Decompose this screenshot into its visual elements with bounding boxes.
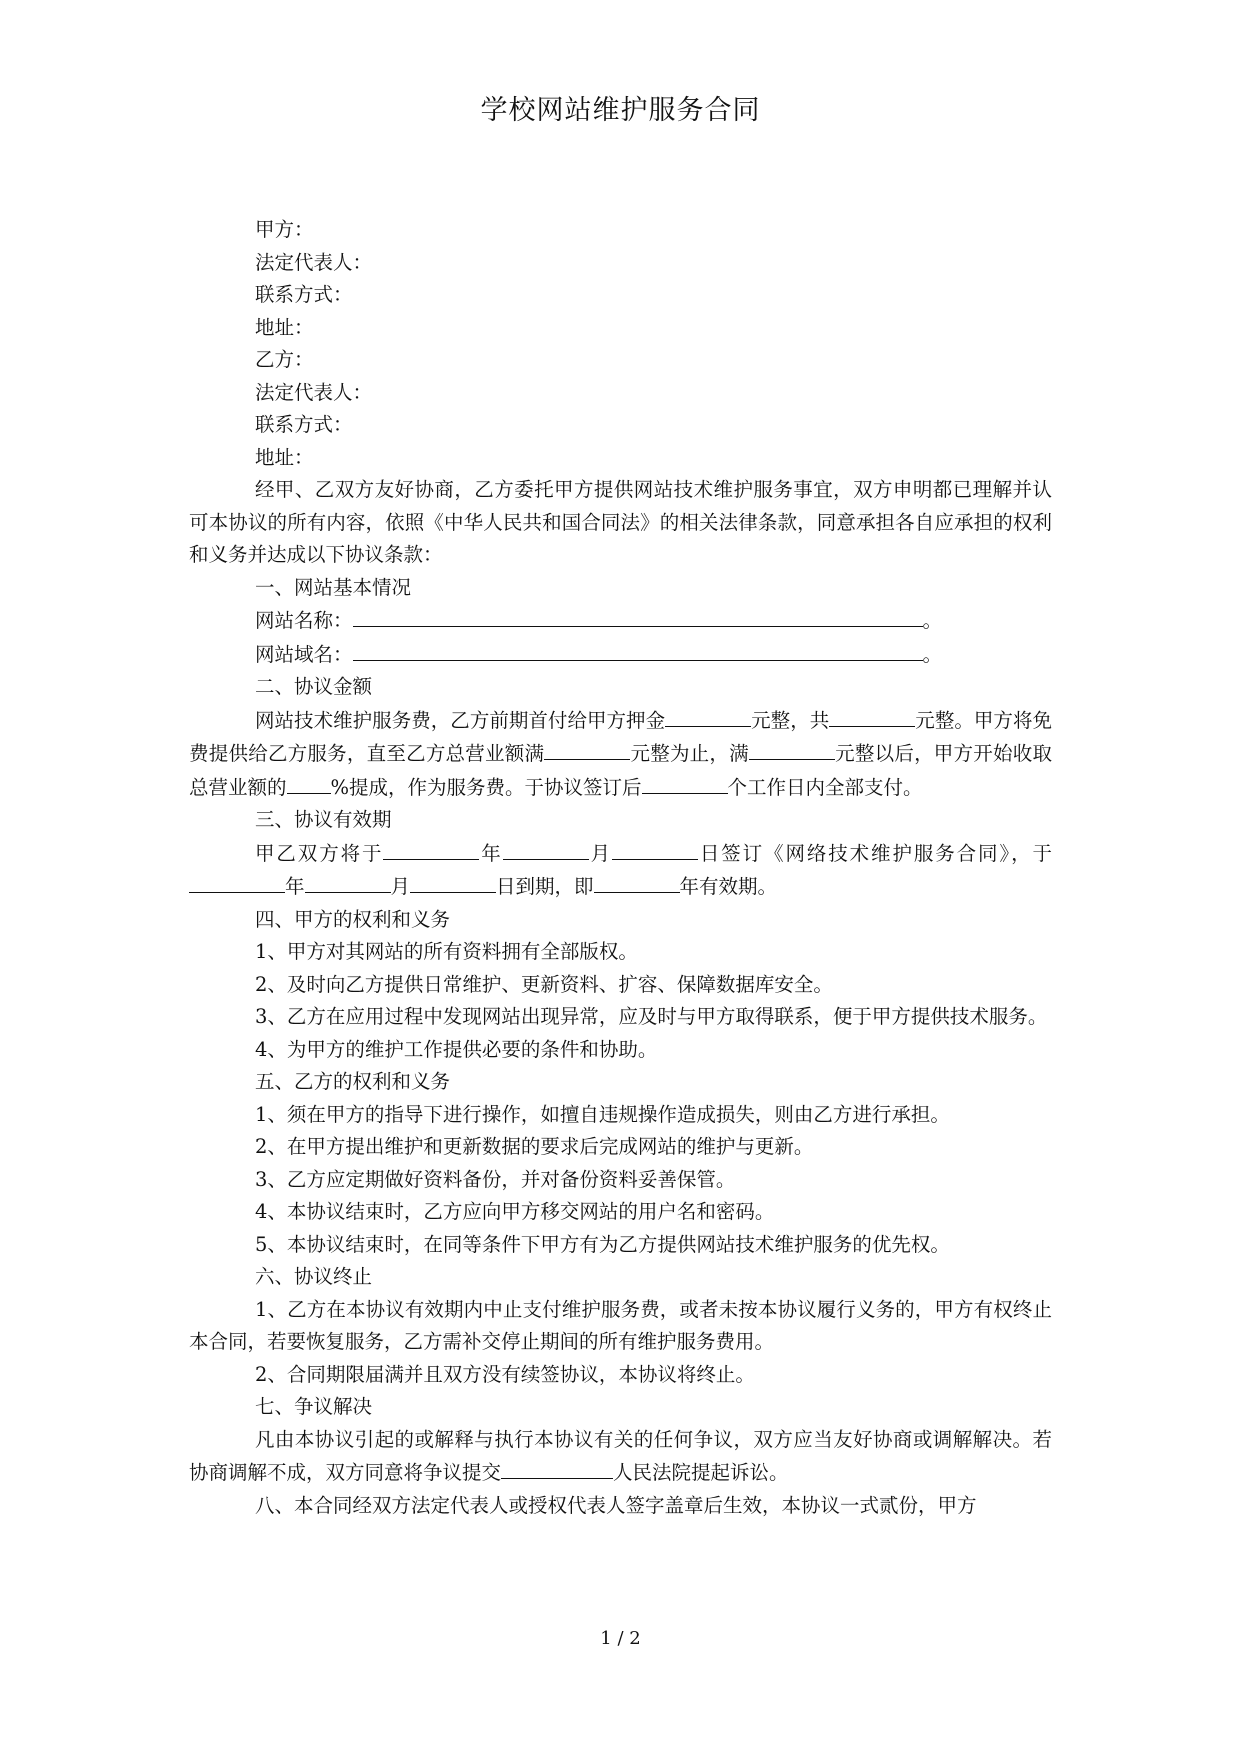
validity-text-3: 日到期，即 <box>496 875 594 898</box>
end-day-blank <box>410 870 496 893</box>
party-b-rep-label: 法定代表人： <box>255 380 373 404</box>
dispute-text-1: 凡由本协议引起的或解释与执行本协议有关的任何争议，双方应当友好协商或调解解决。若协商调解不成，双方同意将争议提交 <box>189 1427 1052 1484</box>
site-domain-blank <box>353 638 923 661</box>
list-item: 1、乙方在本协议有效期内中止支付维护服务费，或者未按本协议履行义务的，甲方有权终止本合同，若要恢复服务，乙方需补交停止期间的所有维护服务费用。 <box>189 1297 1052 1353</box>
section-8-paragraph: 八、本合同经双方法定代表人或授权代表人签字盖章后生效，本协议一式贰份，甲方 <box>255 1493 977 1517</box>
end-year-blank <box>189 870 285 893</box>
party-a-rep-label: 法定代表人： <box>255 250 373 274</box>
list-item: 3、乙方应定期做好资料备份，并对备份资料妥善保管。 <box>255 1167 736 1191</box>
list-item: 2、合同期限届满并且双方没有续签协议，本协议将终止。 <box>255 1362 755 1386</box>
list-item: 4、本协议结束时，乙方应向甲方移交网站的用户名和密码。 <box>255 1200 775 1223</box>
start-year-blank <box>383 837 479 860</box>
fee-text-4: 元整为止，满 <box>630 742 749 765</box>
party-a-label: 甲方： <box>255 218 314 241</box>
end-month-word: 月 <box>390 875 411 898</box>
start-month-blank <box>503 837 589 860</box>
total-blank <box>829 704 915 727</box>
court-blank <box>501 1456 613 1479</box>
list-item: 5、本协议结束时，在同等条件下甲方有为乙方提供网站技术维护服务的优先权。 <box>255 1232 950 1256</box>
section-7-heading: 七、争议解决 <box>255 1395 373 1418</box>
workdays-blank <box>642 771 728 794</box>
section-1-heading: 一、网站基本情况 <box>255 575 412 599</box>
fee-text-7: 个工作日内全部支付。 <box>727 775 923 799</box>
list-item: 1、甲方对其网站的所有资料拥有全部版权。 <box>255 940 638 963</box>
party-b-address-label: 地址： <box>255 445 314 469</box>
site-domain-label: 网站域名： <box>255 642 353 666</box>
start-day-blank <box>612 837 698 860</box>
list-item: 2、在甲方提出维护和更新数据的要求后完成网站的维护与更新。 <box>255 1135 814 1158</box>
section-4-heading: 四、甲方的权利和义务 <box>255 907 451 931</box>
deposit-blank <box>665 704 751 727</box>
validity-years-blank <box>594 870 680 893</box>
list-item: 3、乙方在应用过程中发现网站出现异常，应及时与甲方取得联系，便于甲方提供技术服务。 <box>255 1005 1048 1028</box>
list-item: 1、须在甲方的指导下进行操作，如擅自违规操作造成损失，则由乙方进行承担。 <box>255 1102 950 1126</box>
site-name-blank <box>353 604 923 627</box>
section-5-heading: 五、乙方的权利和义务 <box>255 1070 451 1093</box>
validity-text-2: 日签订《网络技术维护服务合同》，于 <box>697 841 1052 865</box>
fee-paragraph <box>189 704 1052 805</box>
start-month-word: 月 <box>588 841 612 865</box>
site-name-end: 。 <box>922 609 943 632</box>
fee-text-1: 网站技术维护服务费，乙方前期首付给甲方押金 <box>255 708 666 732</box>
end-month-blank <box>305 870 391 893</box>
start-year-word: 年 <box>479 841 503 865</box>
site-name-label: 网站名称： <box>255 609 353 632</box>
fee-text-6: %提成，作为服务费。于协议签订后 <box>330 775 642 799</box>
fee-text-2: 元整，共 <box>751 708 830 732</box>
dispute-paragraph <box>189 1424 1052 1490</box>
contract-body <box>189 214 1052 1522</box>
intro-paragraph: 经甲、乙双方友好协商，乙方委托甲方提供网站技术维护服务事宜，双方申明都已理解并认可本协议的所有内容，依照《中华人民共和国合同法》的相关法律条款，同意承担各自应承担的权利和义务并达成以下协议条款： <box>189 478 1052 566</box>
site-domain-line <box>189 638 1052 672</box>
party-a-contact-label: 联系方式： <box>255 283 353 306</box>
page-number: 1 / 2 <box>600 1628 641 1649</box>
party-b-label: 乙方： <box>255 348 314 371</box>
validity-text-1: 甲乙双方将于 <box>255 841 384 865</box>
site-name-line <box>189 604 1052 638</box>
party-b-contact-label: 联系方式： <box>255 413 353 436</box>
section-6-heading: 六、协议终止 <box>255 1265 373 1288</box>
section-2-heading: 二、协议金额 <box>255 675 373 698</box>
site-domain-end: 。 <box>922 642 943 666</box>
fee-text-3: 元整。甲方将免费提供给乙方服务，直至乙方总营业额满 <box>189 708 1052 765</box>
validity-paragraph <box>189 837 1052 904</box>
validity-text-4: 年有效期。 <box>679 875 778 898</box>
list-item: 4、为甲方的维护工作提供必要的条件和协助。 <box>255 1037 658 1061</box>
party-a-address-label: 地址： <box>255 315 314 339</box>
fee-text-5: 元整以后，甲方开始收取总营业额的 <box>189 742 1052 799</box>
percent-blank <box>287 771 331 794</box>
revenue-threshold-blank <box>544 737 630 760</box>
section-3-heading: 三、协议有效期 <box>255 808 392 831</box>
document-title: 学校网站维护服务合同 <box>480 95 761 126</box>
end-year-word: 年 <box>285 875 305 898</box>
list-item: 2、及时向乙方提供日常维护、更新资料、扩容、保障数据库安全。 <box>255 972 833 996</box>
revenue-after-blank <box>749 737 835 760</box>
dispute-text-2: 人民法院提起诉讼。 <box>613 1461 789 1484</box>
